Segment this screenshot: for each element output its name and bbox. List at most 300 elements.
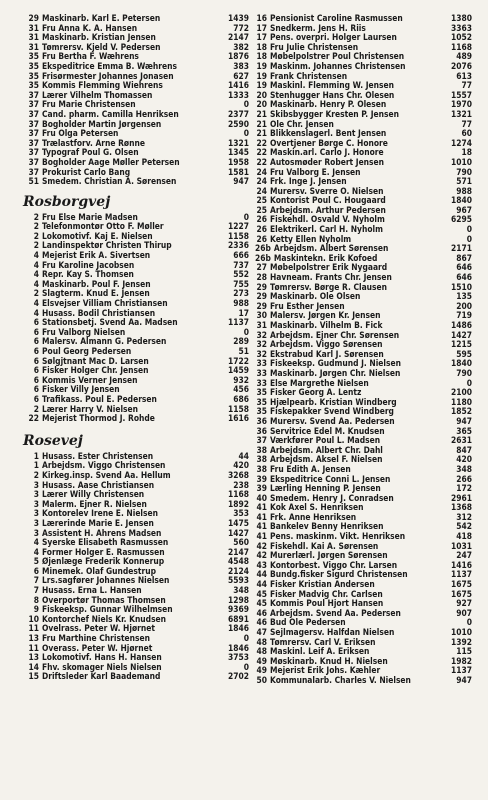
directory-entry xyxy=(27,280,249,290)
house-number: 31 xyxy=(256,321,267,330)
house-number: 3 xyxy=(33,490,39,500)
directory-entry xyxy=(27,299,249,309)
directory-entry xyxy=(255,168,472,178)
directory-entry xyxy=(255,283,472,293)
directory-entry xyxy=(255,33,472,43)
house-number: 48 xyxy=(256,647,267,657)
directory-entry xyxy=(27,663,249,673)
directory-entry xyxy=(27,261,249,271)
resident-name: Lærer Vilhelm Thomassen xyxy=(42,90,153,100)
directory-entry xyxy=(255,120,472,130)
resident-name: Hjælpearb. Kristian Windberg xyxy=(270,397,397,407)
directory-entry xyxy=(255,311,472,321)
income-value: 1846 xyxy=(228,624,249,634)
income-value: 1215 xyxy=(451,340,472,350)
income-value: 348 xyxy=(456,464,472,474)
house-number: 37 xyxy=(28,148,39,158)
directory-entry xyxy=(27,168,249,178)
resident-name: Arbejdsm. Svend Aa. Pedersen xyxy=(270,608,401,618)
directory-entry xyxy=(27,586,249,596)
income-value: 1840 xyxy=(451,359,472,369)
income-value: 365 xyxy=(456,426,472,436)
directory-entry xyxy=(255,503,472,513)
resident-name: Husass. Ester Christensen xyxy=(42,451,154,461)
directory-entry xyxy=(255,532,472,542)
income-value: 0 xyxy=(243,100,249,110)
house-number: 48 xyxy=(256,637,267,647)
income-value: 1031 xyxy=(451,541,472,551)
income-value: 60 xyxy=(461,129,472,139)
directory-entry xyxy=(255,52,472,62)
directory-entry xyxy=(27,538,249,548)
resident-name: Typograf Poul G. Olsen xyxy=(42,148,139,158)
resident-name: Overportør Thomas Thomsen xyxy=(42,595,166,605)
resident-name: Møbelpolstrer Poul Christensen xyxy=(270,52,405,62)
house-number: 4 xyxy=(33,308,39,318)
resident-name: Fru Julie Christensen xyxy=(270,42,359,52)
income-value: 613 xyxy=(456,71,472,81)
house-number: 35 xyxy=(28,52,39,62)
directory-entry xyxy=(255,398,472,408)
income-value: 1486 xyxy=(451,321,472,330)
directory-entry xyxy=(27,672,249,682)
house-number: 2 xyxy=(33,231,39,241)
income-value: 44 xyxy=(238,451,249,461)
resident-name: Fiskehdl. Osvald V. Nyholm xyxy=(270,215,385,225)
income-value: 719 xyxy=(456,311,472,321)
house-number: 37 xyxy=(28,90,39,100)
directory-entry xyxy=(27,81,249,91)
resident-name: Maskinarb. Henry P. Olesen xyxy=(270,100,387,110)
resident-name: Poul Georg Pedersen xyxy=(42,347,132,356)
house-number: 6 xyxy=(33,385,39,395)
income-value: 420 xyxy=(456,455,472,465)
directory-entry xyxy=(255,465,472,475)
income-value: 2171 xyxy=(451,244,472,254)
resident-name: Kok Axel S. Henriksen xyxy=(270,503,364,513)
income-value: 646 xyxy=(456,273,472,283)
house-number: 6 xyxy=(33,327,39,337)
directory-entry xyxy=(27,357,249,367)
directory-entry xyxy=(27,251,249,261)
resident-name: Fisker Villy Jensen xyxy=(42,385,120,395)
resident-name: Kommis Poul Hjort Hansen xyxy=(270,599,384,609)
resident-name: Ovelrass. Peter W. Hjørnet xyxy=(42,624,155,634)
resident-name: Kontorchef Niels Kr. Knudsen xyxy=(42,614,167,624)
directory-entry xyxy=(255,599,472,609)
resident-name: Maskinarb. Karl E. Petersen xyxy=(42,14,161,23)
resident-name: Stationsbetj. Svend Aa. Madsen xyxy=(42,318,178,328)
house-number: 29 xyxy=(28,14,39,23)
directory-entry xyxy=(255,225,472,235)
income-value: 0 xyxy=(466,618,472,628)
resident-name: Fhv. skomager Niels Nielsen xyxy=(42,662,162,672)
directory-entry xyxy=(255,676,472,686)
resident-name: Øjenlæge Frederik Konnerup xyxy=(42,557,165,567)
resident-name: Overass. Peter W. Hjørnet xyxy=(42,643,153,653)
income-value: 847 xyxy=(456,445,472,455)
income-value: 1892 xyxy=(228,499,249,509)
income-value: 772 xyxy=(233,23,249,33)
house-number: 44 xyxy=(256,580,267,590)
resident-name: Arbejdsm. Ejner Chr. Sørensen xyxy=(270,330,400,340)
directory-entry xyxy=(255,369,472,379)
directory-entry xyxy=(255,100,472,110)
income-value: 418 xyxy=(456,532,472,542)
income-value: 1510 xyxy=(451,282,472,292)
income-value: 2961 xyxy=(451,493,472,503)
income-value: 1321 xyxy=(228,138,249,148)
resident-name: Lokomotivf. Hans H. Hansen xyxy=(42,653,162,663)
house-number: 37 xyxy=(28,157,39,167)
house-number: 35 xyxy=(256,388,267,398)
house-number: 37 xyxy=(28,100,39,110)
resident-name: Pens. maskinm. Vikt. Henriksen xyxy=(270,532,406,542)
income-value: 1427 xyxy=(451,330,472,340)
resident-name: Trælastforv. Arne Rønne xyxy=(42,138,145,148)
house-number: 2 xyxy=(33,289,39,299)
house-number: 4 xyxy=(33,270,39,280)
house-number: 2 xyxy=(33,241,39,251)
house-number: 7 xyxy=(33,586,39,596)
income-value: 1137 xyxy=(228,318,249,328)
house-number: 11 xyxy=(28,624,39,634)
house-number: 40 xyxy=(256,493,267,503)
directory-entry xyxy=(27,100,249,110)
directory-entry xyxy=(27,644,249,654)
resident-name: Fisker Holger Chr. Jensen xyxy=(42,366,149,376)
directory-entry xyxy=(27,24,249,34)
income-value: 1840 xyxy=(451,196,472,206)
directory-entry xyxy=(255,455,472,465)
income-value: 1380 xyxy=(451,14,472,23)
income-value: 3268 xyxy=(228,470,249,480)
house-number: 2 xyxy=(33,404,39,414)
resident-name: Maskinm. Johannes Christensen xyxy=(270,61,406,71)
resident-name: Snedkerm. Jens H. Riis xyxy=(270,23,366,33)
house-number: 3 xyxy=(33,518,39,528)
right-column xyxy=(255,14,472,686)
income-value: 988 xyxy=(233,299,249,309)
house-number: 39 xyxy=(256,484,267,494)
house-number: 4 xyxy=(33,299,39,309)
house-number: 9 xyxy=(33,605,39,615)
resident-name: Smedem. Henry J. Conradsen xyxy=(270,493,394,503)
house-number: 6 xyxy=(33,375,39,385)
house-number: 6 xyxy=(33,347,39,356)
house-number: 37 xyxy=(28,109,39,119)
resident-name: Arbejdsm. Arthur Pedersen xyxy=(270,205,386,215)
resident-name: Frank Christensen xyxy=(270,71,348,81)
resident-name: Arbejdsm. Viggo Sørensen xyxy=(270,340,383,350)
resident-name: Kirkeg.insp. Svend Aa. Hellum xyxy=(42,470,171,480)
directory-entry xyxy=(255,273,472,283)
house-number: 2 xyxy=(33,212,39,222)
house-number: 49 xyxy=(256,666,267,676)
directory-entry xyxy=(255,666,472,676)
directory-entry xyxy=(27,461,249,471)
house-number: 7 xyxy=(33,576,39,586)
income-value: 9369 xyxy=(228,605,249,615)
income-value: 1368 xyxy=(451,503,472,513)
house-number: 37 xyxy=(28,129,39,139)
income-value: 1158 xyxy=(228,231,249,241)
resident-name: Former Holger E. Rasmussen xyxy=(42,547,165,557)
house-number: 21 xyxy=(256,119,267,129)
house-number: 18 xyxy=(256,52,267,62)
resident-name: Murerlærl. Jørgen Sørensen xyxy=(270,551,388,561)
resident-name: Fru Bertha F. Wæhrens xyxy=(42,52,139,62)
house-number: 4 xyxy=(33,260,39,270)
house-number: 24 xyxy=(256,167,267,177)
resident-name: Stenhugger Hans Chr. Olesen xyxy=(270,90,395,100)
directory-entry xyxy=(255,427,472,437)
house-number: 51 xyxy=(28,177,39,187)
house-number: 35 xyxy=(28,81,39,91)
resident-name: Assistent H. Ahrens Madsen xyxy=(42,528,162,538)
income-value: 2590 xyxy=(228,119,249,129)
house-number: 4 xyxy=(33,251,39,261)
resident-name: Tømrersv. Kjeld V. Pedersen xyxy=(42,42,161,52)
income-value: 1333 xyxy=(228,90,249,100)
income-value: 1852 xyxy=(451,407,472,417)
house-number: 22 xyxy=(28,414,39,424)
directory-entry xyxy=(27,222,249,232)
house-number: 6 xyxy=(33,337,39,347)
house-number: 33 xyxy=(256,368,267,378)
directory-entry xyxy=(255,302,472,312)
income-value: 2124 xyxy=(228,566,249,576)
income-value: 1439 xyxy=(228,14,249,23)
house-number: 22 xyxy=(256,148,267,158)
resident-name: Maskinl. Flemming W. Jensen xyxy=(270,81,394,91)
directory-entry xyxy=(27,328,249,338)
income-value: 646 xyxy=(456,263,472,273)
house-number: 45 xyxy=(256,599,267,609)
directory-entry xyxy=(27,72,249,82)
resident-name: Ekspeditrice Conni L. Jensen xyxy=(270,474,391,484)
income-value: 0 xyxy=(243,634,249,644)
resident-name: Mejerist Erik A. Sivertsen xyxy=(42,251,151,261)
income-value: 1846 xyxy=(228,643,249,653)
house-number: 29 xyxy=(256,282,267,292)
directory-entry xyxy=(255,244,472,254)
house-number: 32 xyxy=(256,340,267,350)
income-value: 17 xyxy=(238,308,249,318)
directory-entry xyxy=(27,139,249,149)
income-value: 0 xyxy=(466,378,472,388)
resident-name: Maskinarb. Poul F. Jensen xyxy=(42,279,151,289)
section-heading-rosevej: Rosevej xyxy=(23,432,83,449)
resident-name: Frk. Inge J. Jensen xyxy=(270,177,347,187)
resident-name: Elsvejser Villiam Christiansen xyxy=(42,299,168,309)
resident-name: Syerske Elisabeth Rasmussen xyxy=(42,538,169,548)
income-value: 3753 xyxy=(228,653,249,663)
directory-entry xyxy=(255,292,472,302)
house-number: 4 xyxy=(33,547,39,557)
resident-name: Husass. Aase Christiansen xyxy=(42,480,155,490)
resident-name: Fru Karoline Jacobsen xyxy=(42,260,135,270)
directory-entry xyxy=(27,148,249,158)
directory-entry xyxy=(27,241,249,251)
resident-name: Arbejdsm. Aksel F. Nielsen xyxy=(270,455,383,465)
entries-right xyxy=(255,14,472,686)
resident-name: Fiskeeksp. Gudmund J. Nielsen xyxy=(270,359,401,369)
directory-entry xyxy=(255,148,472,158)
resident-name: Mejerist Thormod J. Rohde xyxy=(42,414,155,424)
directory-entry xyxy=(255,590,472,600)
house-number: 22 xyxy=(256,157,267,167)
directory-entry xyxy=(255,570,472,580)
house-number: 3 xyxy=(33,480,39,490)
house-number: 36 xyxy=(256,416,267,426)
income-value: 666 xyxy=(233,251,249,261)
house-number: 3 xyxy=(33,509,39,519)
income-value: 4548 xyxy=(228,557,249,567)
directory-entry xyxy=(27,309,249,319)
income-value: 247 xyxy=(456,551,472,561)
house-number: 38 xyxy=(256,464,267,474)
directory-entry xyxy=(255,561,472,571)
directory-entry xyxy=(255,446,472,456)
directory-entry xyxy=(27,385,249,395)
resident-name: Fisker Georg A. Lentz xyxy=(270,388,362,398)
house-number: 6 xyxy=(33,366,39,376)
income-value: 1427 xyxy=(228,528,249,538)
house-number: 19 xyxy=(256,81,267,91)
directory-entry xyxy=(27,596,249,606)
entries-rosborgvej xyxy=(27,213,249,424)
resident-name: Ekspeditrice Emma B. Wæhrens xyxy=(42,61,177,71)
directory-entry xyxy=(27,52,249,62)
resident-name: Trafikass. Poul E. Pedersen xyxy=(42,394,157,404)
house-number: 35 xyxy=(28,71,39,81)
income-value: 0 xyxy=(466,234,472,244)
directory-entry xyxy=(27,376,249,386)
house-number: 11 xyxy=(28,643,39,653)
resident-name: Kontorbest. Viggo Chr. Larsen xyxy=(270,560,398,570)
directory-entry xyxy=(27,158,249,168)
income-value: 967 xyxy=(456,205,472,215)
income-value: 172 xyxy=(456,484,472,494)
income-value: 1345 xyxy=(228,148,249,158)
directory-entry xyxy=(255,14,472,24)
resident-name: Maskin.arl. Carlo J. Honore xyxy=(270,148,384,158)
house-number: 31 xyxy=(28,23,39,33)
income-value: 1168 xyxy=(451,42,472,52)
income-value: 1722 xyxy=(228,356,249,366)
house-number: 1 xyxy=(33,461,39,471)
income-value: 2702 xyxy=(228,672,249,682)
directory-entry xyxy=(255,580,472,590)
resident-name: Overtjener Børge C. Honore xyxy=(270,138,388,148)
income-value: 907 xyxy=(456,608,472,618)
income-value: 0 xyxy=(243,662,249,672)
resident-name: Smedem. Christian A. Sørensen xyxy=(42,177,177,187)
resident-name: Fru Else Marie Madsen xyxy=(42,212,138,222)
resident-name: Maskinarb. Vilhelm B. Fick xyxy=(270,321,383,330)
resident-name: Blikkenslagerl. Bent Jensen xyxy=(270,129,387,139)
income-value: 1876 xyxy=(228,52,249,62)
directory-entry xyxy=(27,43,249,53)
income-value: 1274 xyxy=(451,138,472,148)
income-value: 1475 xyxy=(228,518,249,528)
income-value: 1581 xyxy=(228,167,249,177)
house-number: 21 xyxy=(256,109,267,119)
resident-name: Kontorelev Irene E. Nielsen xyxy=(42,509,158,519)
income-value: 353 xyxy=(233,509,249,519)
house-number: 38 xyxy=(256,445,267,455)
income-value: 867 xyxy=(456,253,472,263)
resident-name: Bundg.fisker Sigurd Christensen xyxy=(270,570,408,580)
resident-name: Arbejdsm. Albert Chr. Dahl xyxy=(270,445,383,455)
directory-entry xyxy=(255,206,472,216)
house-number: 3 xyxy=(33,499,39,509)
house-number: 26b xyxy=(255,244,271,254)
directory-entry xyxy=(255,417,472,427)
resident-name: Mejerist Erik Johs. Kæhler xyxy=(270,666,381,676)
house-number: 6 xyxy=(33,566,39,576)
directory-entry xyxy=(255,196,472,206)
directory-entry xyxy=(27,529,249,539)
directory-entry xyxy=(27,576,249,586)
house-number: 16 xyxy=(256,14,267,23)
house-number: 28 xyxy=(256,273,267,283)
directory-entry xyxy=(255,638,472,648)
income-value: 18 xyxy=(461,148,472,158)
directory-entry xyxy=(27,471,249,481)
house-number: 35 xyxy=(28,61,39,71)
resident-name: Maskintekn. Erik Kofoed xyxy=(273,253,378,263)
directory-entry xyxy=(255,177,472,187)
house-number: 27 xyxy=(256,263,267,273)
directory-entry xyxy=(27,395,249,405)
resident-name: Slagterm. Knud E. Jensen xyxy=(42,289,150,299)
house-number: 6 xyxy=(33,318,39,328)
house-number: 5 xyxy=(33,557,39,567)
income-value: 552 xyxy=(233,270,249,280)
entries-rosevej xyxy=(27,452,249,682)
house-number: 33 xyxy=(256,378,267,388)
directory-entry xyxy=(255,215,472,225)
house-number: 15 xyxy=(28,672,39,682)
resident-name: Frk. Anne Henriksen xyxy=(270,512,357,522)
resident-name: Cand. pharm. Camilla Henriksen xyxy=(42,109,179,119)
income-value: 2100 xyxy=(451,388,472,398)
house-number: 31 xyxy=(28,33,39,43)
directory-entry xyxy=(255,513,472,523)
income-value: 2147 xyxy=(228,33,249,43)
income-value: 790 xyxy=(456,167,472,177)
resident-name: Kommunalarb. Charles V. Nielsen xyxy=(270,675,411,685)
income-value: 560 xyxy=(233,538,249,548)
house-number: 19 xyxy=(256,71,267,81)
income-value: 6891 xyxy=(228,614,249,624)
directory-entry xyxy=(255,72,472,82)
house-number: 32 xyxy=(256,330,267,340)
left-column xyxy=(23,14,249,682)
income-value: 1180 xyxy=(451,397,472,407)
house-number: 26 xyxy=(256,234,267,244)
income-value: 627 xyxy=(233,71,249,81)
income-value: 755 xyxy=(233,279,249,289)
resident-name: Fiskepakker Svend Windberg xyxy=(270,407,394,417)
resident-name: Arbejdsm. Albert Sørensen xyxy=(273,244,389,254)
house-number: 26b xyxy=(255,253,271,263)
income-value: 947 xyxy=(456,675,472,685)
house-number: 41 xyxy=(256,532,267,542)
income-value: 932 xyxy=(233,375,249,385)
